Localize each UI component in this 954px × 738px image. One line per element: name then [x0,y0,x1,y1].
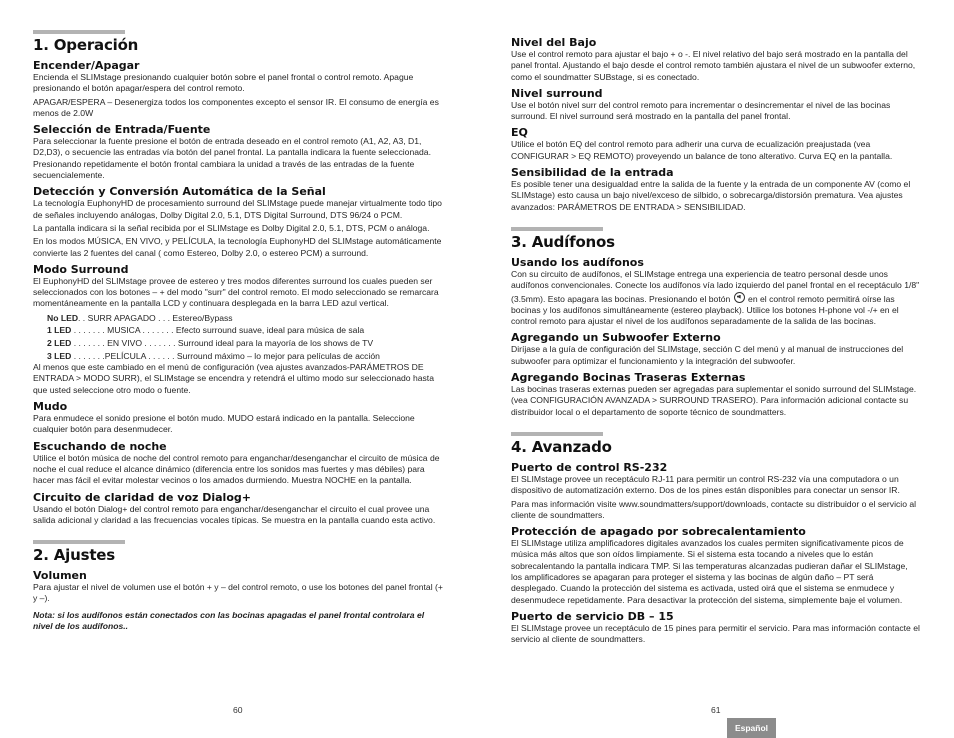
paragraph-surround-1: El EuphonyHD del SLIMstage provee de estereo y tres modos diferentes surround los cuales pueden ser seleccionados con los botones – + del modo "surr" del control remoto. El modo seleccionado se remarcara momentáneamente en la pantalla LCD y continuara desplegada en la barra LED azul vertical. [33,275,439,309]
speaker-button-icon [734,292,745,303]
heading-subwoofer: Agregando un Subwoofer Externo [511,331,721,345]
paragraph-surround-2: Al menos que este cambiado en el menú de configuración (vea ajustes avanzados-PARÁMETROS DE ENTRADA > MODO SURR), el SLIMstage se encendra y retendrá el ultimo modo sur seleccionado hasta que usted seleccione otro modo o fuente. [33,362,434,395]
mode-description: . . . . . . .PELÍCULA . . . . . . Surround máximo – lo mejor para películas de acción [71,350,380,361]
heading-nivel-surround: Nivel surround [511,86,603,100]
paragraph-sensibilidad: Es posible tener una desigualdad entre la salida de la fuente y la entrada de un componente AV (como el SLIMstage) esto causa un bajo nivel/exceso de silbido, o sobrecarga/distorsión prematura. Vea ajustes avanzados: PARÁMETROS DE ENTRADA > SENSIBILIDAD. [511,179,911,212]
paragraph-nivel-bajo: Use el control remoto para ajustar el bajo + o -. El nivel relativo del bajo será mostrado en la pantalla del panel frontal. Ajustando el bajo desde el control remoto también ajustara el nivel de un subwoofer externo, como el soundmatter SUBstage, si es conectado. [511,49,916,82]
heading-dialog-plus: Circuito de claridad de voz Dialog+ [33,490,251,504]
paragraph-seleccion: Para seleccionar la fuente presione el botón de entrada deseado en el control remoto (A1, A2, A3, D1, D2,D3), o secuencie las entradas vía botón del panel frontal. La pantalla indicara la fuente seleccionada. Presionando repetidamente el botón frontal cambiara la unidad a través de las entradas de la fuente secuencialemente. [33,136,431,181]
mode-row-3-led [33,350,446,363]
paragraph-proteccion: El SLIMstage utiliza amplificadores digitales avanzados los cuales permiten significativamente picos de música más altos que son oídos limpiamente. Si el sistema esta tocando a niveles que lo están sobrecalentando la pantalla indicara TMP. Si las temperaturas alcanzadas pudieran dañar el SLIMstage, los amplificadores se apagaran para proteger el sistema y las bocinas de algún daño – PT será desplegado. Cuando la protección del sistema es activada, usted oirá que el sistema se enmudece y desenmudece repetidamente. Para desactivar la protección del sistema, simplemente baje el volumen. [511,538,908,605]
section-title-operacion: 1. Operación [33,36,139,54]
mode-description: . . . . . . . MUSICA . . . . . . . Efecto surround suave, ideal para música de sala [71,325,365,336]
paragraph-db15: El SLIMstage provee un receptáculo de 15 pines para permitir el servicio. Para mas información contacte el servicio al cliente de soundmatters. [511,622,920,645]
paragraph-subwoofer: Diríjase a la guía de configuración del SLIMstage, sección C del menú y al manual de instrucciones del subwoofer para optimizar el funcionamiento y la integración del subwoofer. [511,344,904,366]
section-bar [33,30,125,34]
heading-seleccion-entrada: Selección de Entrada/Fuente [33,123,211,137]
paragraph-usando-part-1: Con su circuito de audífonos, el SLIMstage entrega una experiencia de teatro personal desde unos audífonos convencionales. Conecte los audífonos vía lado izquierdo del panel frontal en el receptáculo 1/8" (3.5mm). Esto apagara las bocinas. Presionando el botón [511,268,920,304]
section-ajustes [33,540,446,632]
paragraph-mudo: Para enmudece el sonido presione el botón mudo. MUDO estará indicado en la pantalla. Seleccione cualquier botón para desenmudecer. [33,413,415,435]
section-title-ajustes: 2. Ajustes [33,546,115,565]
paragraph-deteccion-2: La pantalla indicara si la señal recibida por el SLIMstage es Dolby Digital 2.0, 5.1, DTS, PCM o análoga. [33,222,430,233]
page-number-left: 60 [233,705,243,715]
paragraph-noche: Utilice el botón música de noche del control remoto para enganchar/desenganchar el circuito de música de noche el cual reduce el alcance dinámico (diferencia entre los sonidos mas fuertes y mas débiles) para hacer mas fácil el evitar molestar vecinos o los amados durmiendo. Muestra NOCHE en la pantalla. [33,452,440,486]
paragraph-deteccion-1: La tecnología EuphonyHD de procesamiento surround del SLIMstage puede manejar virtualmente todo tipo de señales incluyendo análogas, Dolby Digital 2.0, 5.1, DTS Digital Surround, DTS 96/24 o PCM. [33,198,442,220]
paragraph-encender-2: APAGAR/ESPERA – Desenergiza todos los componentes excepto el sensor IR. El consumo de energía es menos de 2.0W [33,96,439,118]
heading-eq: EQ [511,126,528,140]
heading-proteccion: Protección de apagado por sobrecalentamiento [511,525,806,539]
mode-row-2-led [33,337,446,350]
paragraph-volumen: Para ajustar el nivel de volumen use el botón + y – del control remoto, o use los botones del panel frontal (+ y –). [33,582,443,604]
heading-db15: Puerto de servicio DB – 15 [511,609,674,623]
mode-key: 1 LED [47,325,72,336]
paragraph-rs232-1: El SLIMstage provee un receptáculo RJ-11 para permitir un control RS-232 vía una computadora o un dispositivo de automatización externo. Dos de los pines están disponibles para conectar un sensor IR. [511,473,900,496]
note-audifonos: Nota: si los audífonos están conectados con las bocinas apagadas el panel frontal controlara el nivel de los audífonos.. [33,609,425,631]
heading-deteccion-senal: Detección y Conversión Automática de la Señal [33,185,326,199]
mode-description: . . SURR APAGADO . . . Estereo/Bypass [78,312,233,323]
paragraph-bocinas-traseras: Las bocinas traseras externas pueden ser agregadas para suplementar el sonido surround del SLIMstage. (vea CONFIGURACIÓN AVANZADA > SURROUND TRASERO). Para información adicional contacte su distribuidor local o el departamento de soporte técnico de soundmatters. [511,384,917,417]
section-avanzado [511,432,921,646]
section-bar [511,227,603,231]
section-audifonos [511,227,921,418]
heading-usando-audifonos: Usando los audífonos [511,255,644,269]
paragraph-rs232-2: Para mas información visite www.soundmatters/support/downloads, contacte su distribuidor o el servicio al cliente de soundmatters. [511,498,917,520]
mode-key: 3 LED [47,350,72,361]
heading-volumen: Volumen [33,569,87,583]
section-ajustes-cont [511,36,921,213]
heading-sensibilidad: Sensibilidad de la entrada [511,166,674,180]
paragraph-eq: Utilice el botón EQ del control remoto para adherir una curva de ecualización preajustada (vea CONFIGURAR > EQ REMOTO) proveyendo un balance de tono alterativo. Curva EQ en la pantalla. [511,139,893,161]
section-bar [33,540,125,544]
heading-modo-surround: Modo Surround [33,262,129,276]
section-bar [511,432,603,436]
page-number-right: 61 [711,705,721,715]
mode-row-1-led [33,324,446,337]
paragraph-usando-part-2: en el control remoto permitirá oírse las bocinas y los audífonos simultáneamente (estereo playback). Utilice los botones H-phone vol -/+ en el control remoto para ajustar el nivel de los audífonos separadamente de la salida de las bocinas. [511,293,899,327]
paragraph-usando-audifonos [511,269,921,327]
section-title-audifonos: 3. Audífonos [511,232,615,251]
paragraph-encender-1: Encienda el SLIMstage presionando cualquier botón sobre el panel frontal o control remoto. Apague presionando el botón apagar/espera del control remoto. [33,72,414,94]
section-operacion [33,30,446,526]
mode-row-no-led [33,312,446,325]
mode-key: 2 LED [47,337,72,348]
section-title-avanzado: 4. Avanzado [511,437,612,456]
right-page-column [511,30,921,648]
heading-encender-apagar: Encender/Apagar [33,59,140,72]
paragraph-deteccion-3: En los modos MÚSICA, EN VIVO, y PELÍCULA, la tecnología EuphonyHD del SLIMstage automáticamente convierte las 2 fuentes del canal ( como Estereo, Dolby 2.0, o estereo PCM) a surround. [33,236,442,258]
language-tab: Español [727,718,776,738]
heading-escuchando-noche: Escuchando de noche [33,439,167,453]
paragraph-nivel-surround: Use el botón nivel surr del control remoto para incrementar o desincrementar el nivel de las bocinas surround. El nivel surround será mostrado en la pantalla del panel frontal. [511,99,891,122]
surround-mode-list [33,312,446,362]
left-page-column [33,30,446,634]
mode-description: . . . . . . . EN VIVO . . . . . . . Surround ideal para la mayoría de los shows de TV [71,337,374,348]
heading-mudo: Mudo [33,400,68,414]
heading-rs232: Puerto de control RS-232 [511,460,668,474]
mode-key: No LED [47,312,79,323]
heading-nivel-bajo: Nivel del Bajo [511,36,597,49]
heading-bocinas-traseras: Agregando Bocinas Traseras Externas [511,371,746,385]
paragraph-dialog: Usando el botón Dialog+ del control remoto para enganchar/desenganchar el circuito el cual provee una salida adicional y claridad a las frecuencias vocales típicas. Se muestra en la pantalla cuando esta activo. [33,503,436,525]
